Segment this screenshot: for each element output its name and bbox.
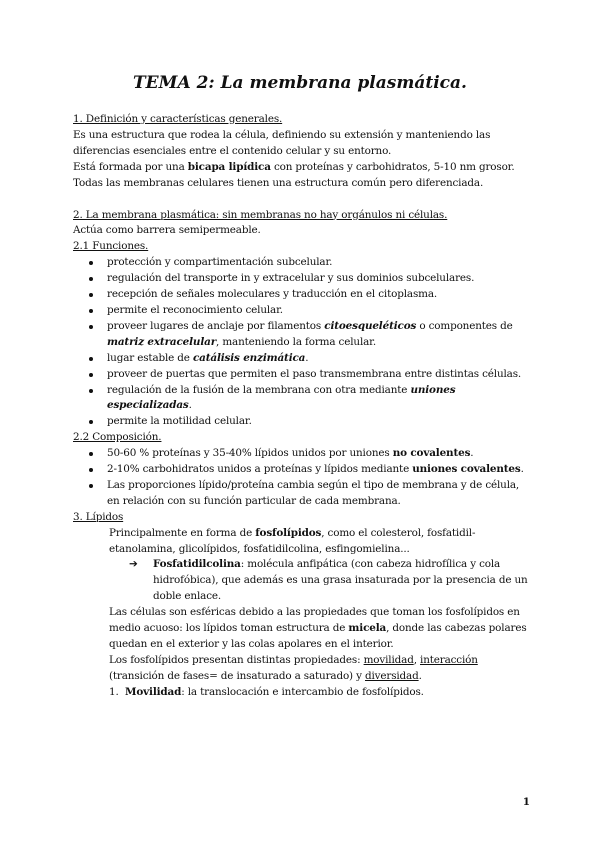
text: 50-60 % proteínas y 35-40% lípidos unidos por uniones <box>107 447 393 460</box>
text: . <box>188 399 192 412</box>
text: proveer lugares de anclaje por filamentos <box>107 319 325 332</box>
list-item: permite el reconocimiento celular. <box>107 303 533 319</box>
text: : la translocación e intercambio de fosfolípidos. <box>181 685 424 698</box>
text: . <box>418 669 422 682</box>
list-item <box>107 383 533 415</box>
list-item: permite la motilidad celular. <box>107 414 533 430</box>
section-3-paragraph-3 <box>73 653 533 685</box>
subsection-2-2-heading: 2.2 Composición. <box>73 431 162 444</box>
subsection-2-1-heading: 2.1 Funciones. <box>73 240 149 253</box>
bold-term: micela <box>348 622 387 635</box>
text: lugar estable de <box>107 351 193 364</box>
text: , <box>413 653 421 666</box>
text: . <box>305 351 309 364</box>
section-3-paragraph-1 <box>73 526 533 558</box>
arrow-item <box>73 557 533 605</box>
text: o componentes de <box>416 319 513 332</box>
emphasis: matriz extracelular <box>107 335 217 348</box>
list-item: protección y compartimentación subcelular. <box>107 255 533 271</box>
emphasis: citoesqueléticos <box>324 319 417 332</box>
list-item <box>107 351 533 367</box>
underlined-term: diversidad <box>364 669 419 682</box>
text: con proteínas y carbohidratos, 5-10 nm grosor. Todas las membranas celulares tienen una estructura común pero diferenciada. <box>73 160 515 189</box>
bold-term: uniones covalentes <box>412 463 521 476</box>
composition-list <box>73 446 533 510</box>
text: . <box>520 463 524 476</box>
bold-term: Fosfatidilcolina <box>153 558 241 571</box>
text: , donde las cabezas polares quedan en el exterior y las colas apolares en el interior. <box>109 622 527 650</box>
list-item: regulación del transporte in y extracelular y sus dominios subcelulares. <box>107 271 533 287</box>
text: Las células son esféricas debido a las propiedades que toman los fosfolípidos en medio acuoso: los lípidos toman estructura de <box>109 606 520 635</box>
text: Los fosfolípidos presentan distintas propiedades: <box>109 653 364 666</box>
numbered-item <box>73 685 533 701</box>
text: : molécula anfipática (con cabeza hidrofílica y cola hidrofóbica), que además es una grasa insaturada por la presencia de un doble enlace. <box>153 558 528 603</box>
text: 2-10% carbohidratos unidos a proteínas y lípidos mediante <box>107 463 413 476</box>
section-3-paragraph-2 <box>73 605 533 653</box>
underlined-term: movilidad <box>363 653 414 666</box>
text: . <box>470 447 474 460</box>
emphasis: catálisis enzimática <box>192 351 306 364</box>
list-item: proveer de puertas que permiten el paso transmembrana entre distintas células. <box>107 367 533 383</box>
page-title: TEMA 2: La membrana plasmática. <box>133 73 467 93</box>
bold-term: fosfolípidos <box>255 526 322 539</box>
text: (transición de fases= de insaturado a saturado) y <box>109 669 365 682</box>
bold-term: Movilidad <box>125 685 182 698</box>
section-2-intro: Actúa como barrera semipermeable. <box>73 224 261 237</box>
text: regulación de la fusión de la membrana con otra mediante <box>107 383 411 396</box>
text: , manteniendo la forma celular. <box>216 335 376 348</box>
bold-term: no covalentes <box>392 447 471 460</box>
arrow-icon: ➔ <box>129 558 138 571</box>
section-3-heading: 3. Lípidos <box>73 510 124 523</box>
section-2-heading: 2. La membrana plasmática: sin membranas no hay orgánulos ni células. <box>73 208 448 221</box>
text: Principalmente en forma de <box>109 526 256 539</box>
list-item <box>107 446 533 462</box>
page-number: 1 <box>522 796 530 808</box>
list-item: recepción de señales moleculares y traducción en el citoplasma. <box>107 287 533 303</box>
list-item: Las proporciones lípido/proteína cambia según el tipo de membrana y de célula, en relación con su función particular de cada membrana. <box>107 478 533 510</box>
document-body <box>73 112 533 701</box>
functions-list <box>73 255 533 430</box>
section-1-heading: 1. Definición y características generales. <box>73 113 283 125</box>
underlined-term: interacción <box>420 653 478 666</box>
list-item <box>107 462 533 478</box>
bold-term: bicapa lipídica <box>187 160 271 173</box>
emphasis: uniones especializadas <box>107 383 456 412</box>
section-1-paragraph-1: Es una estructura que rodea la célula, definiendo su extensión y manteniendo las diferencias esenciales entre el contenido celular y su entorno. <box>73 128 491 157</box>
section-1-paragraph-2 <box>73 160 533 192</box>
text: Está formada por una <box>73 160 188 173</box>
list-item <box>107 319 533 351</box>
item-number: 1. <box>109 685 119 698</box>
text: , como el colesterol, fosfatidil-etanolamina, glicolípidos, fosfatidilcolina, esfingomielina... <box>109 526 476 555</box>
